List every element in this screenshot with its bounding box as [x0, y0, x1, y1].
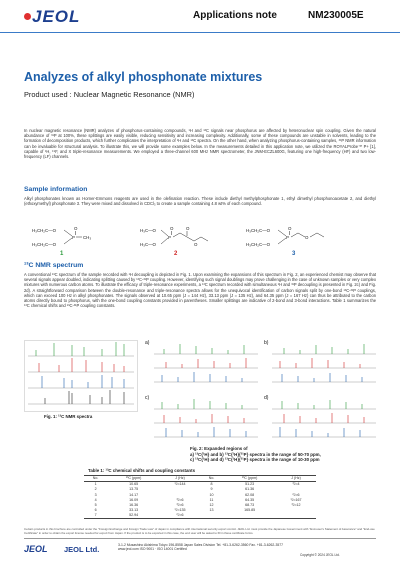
footer-copyright: Copyright © 2024 JEOL Ltd.: [300, 553, 340, 557]
table-cell: ¹J=144: [174, 482, 186, 487]
shift-table: [84, 475, 316, 519]
table-cell: ³J=6: [176, 497, 184, 502]
fig2-panel-a-label: a): [145, 340, 150, 346]
fig2-caption-line2: a) ¹³C{¹H} and b) ¹³C{¹H}{³¹P} spectra in the range of 50-70 ppm,: [190, 451, 321, 457]
svg-text:H₃CH₂C—O: H₃CH₂C—O: [246, 228, 270, 233]
table-cell: 12: [209, 503, 214, 508]
table-cell: 61.36: [245, 487, 255, 492]
table-cell: 14.17: [129, 492, 139, 497]
structure-3: [246, 226, 324, 247]
table-cell: ¹J=135: [174, 508, 186, 513]
fig2-panel-d-label: d): [264, 395, 269, 401]
svg-text:P: P: [286, 235, 289, 240]
table-cell: 13: [209, 508, 214, 513]
fig1-caption: Fig. 1: ¹³C NMR spectra: [44, 414, 93, 419]
table-cell: 8: [210, 482, 213, 487]
svg-text:O: O: [170, 226, 174, 231]
svg-text:O: O: [288, 226, 292, 231]
svg-text:H₃C—O: H₃C—O: [140, 228, 156, 233]
table-cell: 6: [94, 508, 97, 513]
table-cell: 3: [94, 492, 97, 497]
table-cell: 10: [209, 492, 214, 497]
table-cell: [223, 513, 276, 518]
table-row: [84, 513, 316, 518]
table-cell: 33.13: [129, 508, 139, 513]
footer-divider: [24, 538, 376, 539]
table-cell: 10.65: [129, 482, 139, 487]
fig2-caption: [190, 446, 321, 463]
table-cell: 16.36: [129, 503, 139, 508]
table-header-cell: No.: [200, 476, 223, 482]
table-cell: 4: [94, 497, 97, 502]
table-header-cell: ¹³C (ppm): [223, 476, 276, 482]
table-cell: 16.09: [129, 497, 139, 502]
table-cell: 62.08: [245, 492, 255, 497]
table-cell: [200, 513, 223, 518]
footer-address-line2: www.jeol.com ISO 9001 · ISO 14001 Certified: [118, 547, 187, 552]
logo-dot-icon: [24, 13, 31, 20]
svg-text:O: O: [186, 226, 190, 231]
jeol-logo: [24, 7, 80, 27]
table-cell: 52.94: [107, 513, 160, 518]
c13-paragraph: A conventional ¹³C spectrum of the sample recorded with ¹H decoupling is depicted in Fig. 1. Upon examining the expansions of this spectrum in Fig. 2, an experienced chemist may observe that several signals appear doubled, indicating splitting caused by ¹³C-³¹P coupling. However, identifying such signal doublings may prove challenging in the case of unknown samples or very complex mixtures with numerous carbon atoms. To illustrate the efficacy of triple-resonance experiments, a ¹³C spectrum recorded with simultaneous ¹H and ³¹P decoupling is presented in Fig. 2c) and Fig. 2d). A straightforward comparison between the double-resonance and triple-resonance spectra allows for the unequivocal identification of carbon signals split by one-bond ¹³C-³¹P couplings, which can exceed 100 Hz in alkyl phosphonates. The signals observed at 10.65 ppm (J = 144 Hz), 33.13 ppm (J = 135 Hz), and 64.35 ppm (J = 167 Hz) can thus be attributed to the carbon atoms directly bound to phosphorus, with the one-bond coupling constants provided in parentheses. Smaller splittings are indicative of 2-bond and 3-bond interactions. Table 1 summarizes the ¹³C chemical shifts and ¹³C-³¹P coupling constants.: [24, 272, 376, 309]
intro-paragraph: In nuclear magnetic resonance (NMR) analyzes of phosphorus-containing compounds, ¹H and ¹³C signals near phosphorus are affected by heteronuclear spin coupling. Given the natural abundance of ³¹P at 100%, these splittings are easily visible, reducing sensitivity and increasing complexity. Additionally, some of these compounds are unstable in solvents, leading to the formation of decomposition products, which further complicates the interpretation of ¹H and ¹³C spectra. On the other hand, when analyzing phosphorus-containing samples, ³¹P NMR information can be invaluable for structural analysis. To illustrate this, we will provide some examples below. In the measurements detailed in this application note, we utilized the ROYALProbe™ P+ [1], capable of ¹H, ¹⁹F, and X triple-resonance measurements. We employed a three-channel 600 MHz NMR spectrometer, the JNM-ECZL600G, featuring one high-frequency (HF) and two low-frequency (LF) channels.: [24, 128, 376, 160]
table-cell: ¹J=167: [290, 497, 302, 502]
fig2-panel-d: [270, 395, 378, 443]
fig2-caption-line3: c) ¹³C{¹H} and d) ¹³C{¹H}{³¹P} spectra in the range of 10-30 ppm: [190, 457, 320, 463]
footer-logo: JEOL: [24, 544, 48, 554]
svg-text:P: P: [168, 235, 171, 240]
fig2-panel-c-label: c): [145, 395, 150, 401]
footer-address: [118, 543, 283, 552]
svg-text:CH₃: CH₃: [83, 235, 92, 240]
table-cell: ³J=4: [292, 482, 300, 487]
table-cell: 7: [84, 513, 107, 518]
table-header-cell: ¹³C (ppm): [107, 476, 160, 482]
table-cell: ³J=12: [291, 503, 301, 508]
table-cell: 11: [209, 497, 214, 502]
structure-3-label: 3: [292, 251, 296, 257]
footer-address-line1: 3-1-2 Musashino Akishima Tokyo 196-8558 Japan Sales Division Tel. +81-3-6262-3560 Fax. +81-3-6262-3577: [118, 543, 283, 547]
fig2-panel-a: [152, 340, 260, 388]
fig2-caption-line1: Fig. 2: Expanded regions of: [190, 446, 248, 451]
structure-1-label: 1: [60, 251, 64, 257]
doc-id: NM230005E: [308, 10, 364, 21]
doc-type: Applications note: [193, 10, 277, 21]
fig2-panel-b-label: b): [264, 340, 269, 346]
sample-paragraph: Alkyl phosphonates known as Horner-Emmons reagents are used in the olefination reaction. These include diethyl methylphosphonate 1, ethyl dimethyl phosphonoacetate 2, and diethyl (ethoxymethyl) phosphonate 3. They were mixed and dissolved in CDCl₃ to create a sample containing 4.8 wt% of each compound.: [24, 196, 376, 207]
fig2-panel-c: [152, 395, 260, 443]
table-cell: 165.85: [244, 508, 256, 513]
table-header-cell: No.: [84, 476, 107, 482]
sample-heading: Sample information: [24, 186, 88, 193]
table-cell: 13.75: [129, 487, 139, 492]
table-cell: 1: [94, 482, 97, 487]
svg-text:O: O: [194, 242, 198, 247]
svg-text:P: P: [72, 235, 75, 240]
svg-text:H₃CH₂C—O: H₃CH₂C—O: [32, 228, 56, 233]
table-cell: ²J=6: [292, 492, 300, 497]
table-header-cell: J (Hz): [160, 476, 200, 482]
structures-figure: [24, 222, 376, 258]
table-cell: [276, 513, 316, 518]
table-caption: Table 1: ¹³C chemical shifts and coupling constants: [88, 468, 196, 473]
structure-2: [140, 226, 208, 247]
fig1-spectrum: [24, 340, 138, 412]
table-cell: 9: [210, 487, 213, 492]
c13-heading: ¹³C NMR spectrum: [24, 262, 84, 269]
table-cell: 2: [94, 487, 97, 492]
svg-text:H₃CH₂C—O: H₃CH₂C—O: [246, 242, 270, 247]
logo-text: JEOL: [32, 7, 81, 26]
footer-company: JEOL Ltd.: [64, 545, 100, 554]
svg-text:O: O: [74, 226, 78, 231]
table-cell: ³J=6: [176, 503, 184, 508]
structure-1: [32, 226, 91, 247]
table-cell: 51.23: [245, 482, 255, 487]
table-header-cell: J (Hz): [276, 476, 316, 482]
structure-2-label: 2: [174, 251, 178, 257]
table-cell: ²J=6: [160, 513, 200, 518]
fig2-panel-b: [270, 340, 378, 388]
table-cell: 68.73: [245, 503, 255, 508]
svg-text:H₃C—O: H₃C—O: [140, 242, 156, 247]
table-cell: 64.35: [245, 497, 255, 502]
footer-disclaimer: Certain products in this brochure are controlled under the "Foreign Exchange and Foreign Trade Law" of Japan in compliance with international security export control. JEOL Ltd. must provide the Japanese Government with "End-user's Statement of Assurance" and "End-use Certificate" in order to obtain the export license needed for export from Japan. If the product is to be exported in this case, the end user will be asked to fill in these certificate forms.: [24, 527, 375, 535]
table-cell: 5: [94, 503, 97, 508]
product-used: Product used : Nuclear Magnetic Resonance (NMR): [24, 90, 195, 99]
svg-text:H₃CH₂C—O: H₃CH₂C—O: [32, 242, 56, 247]
svg-text:O: O: [305, 235, 309, 240]
page-title: Analyzes of alkyl phosphonate mixtures: [24, 70, 263, 84]
